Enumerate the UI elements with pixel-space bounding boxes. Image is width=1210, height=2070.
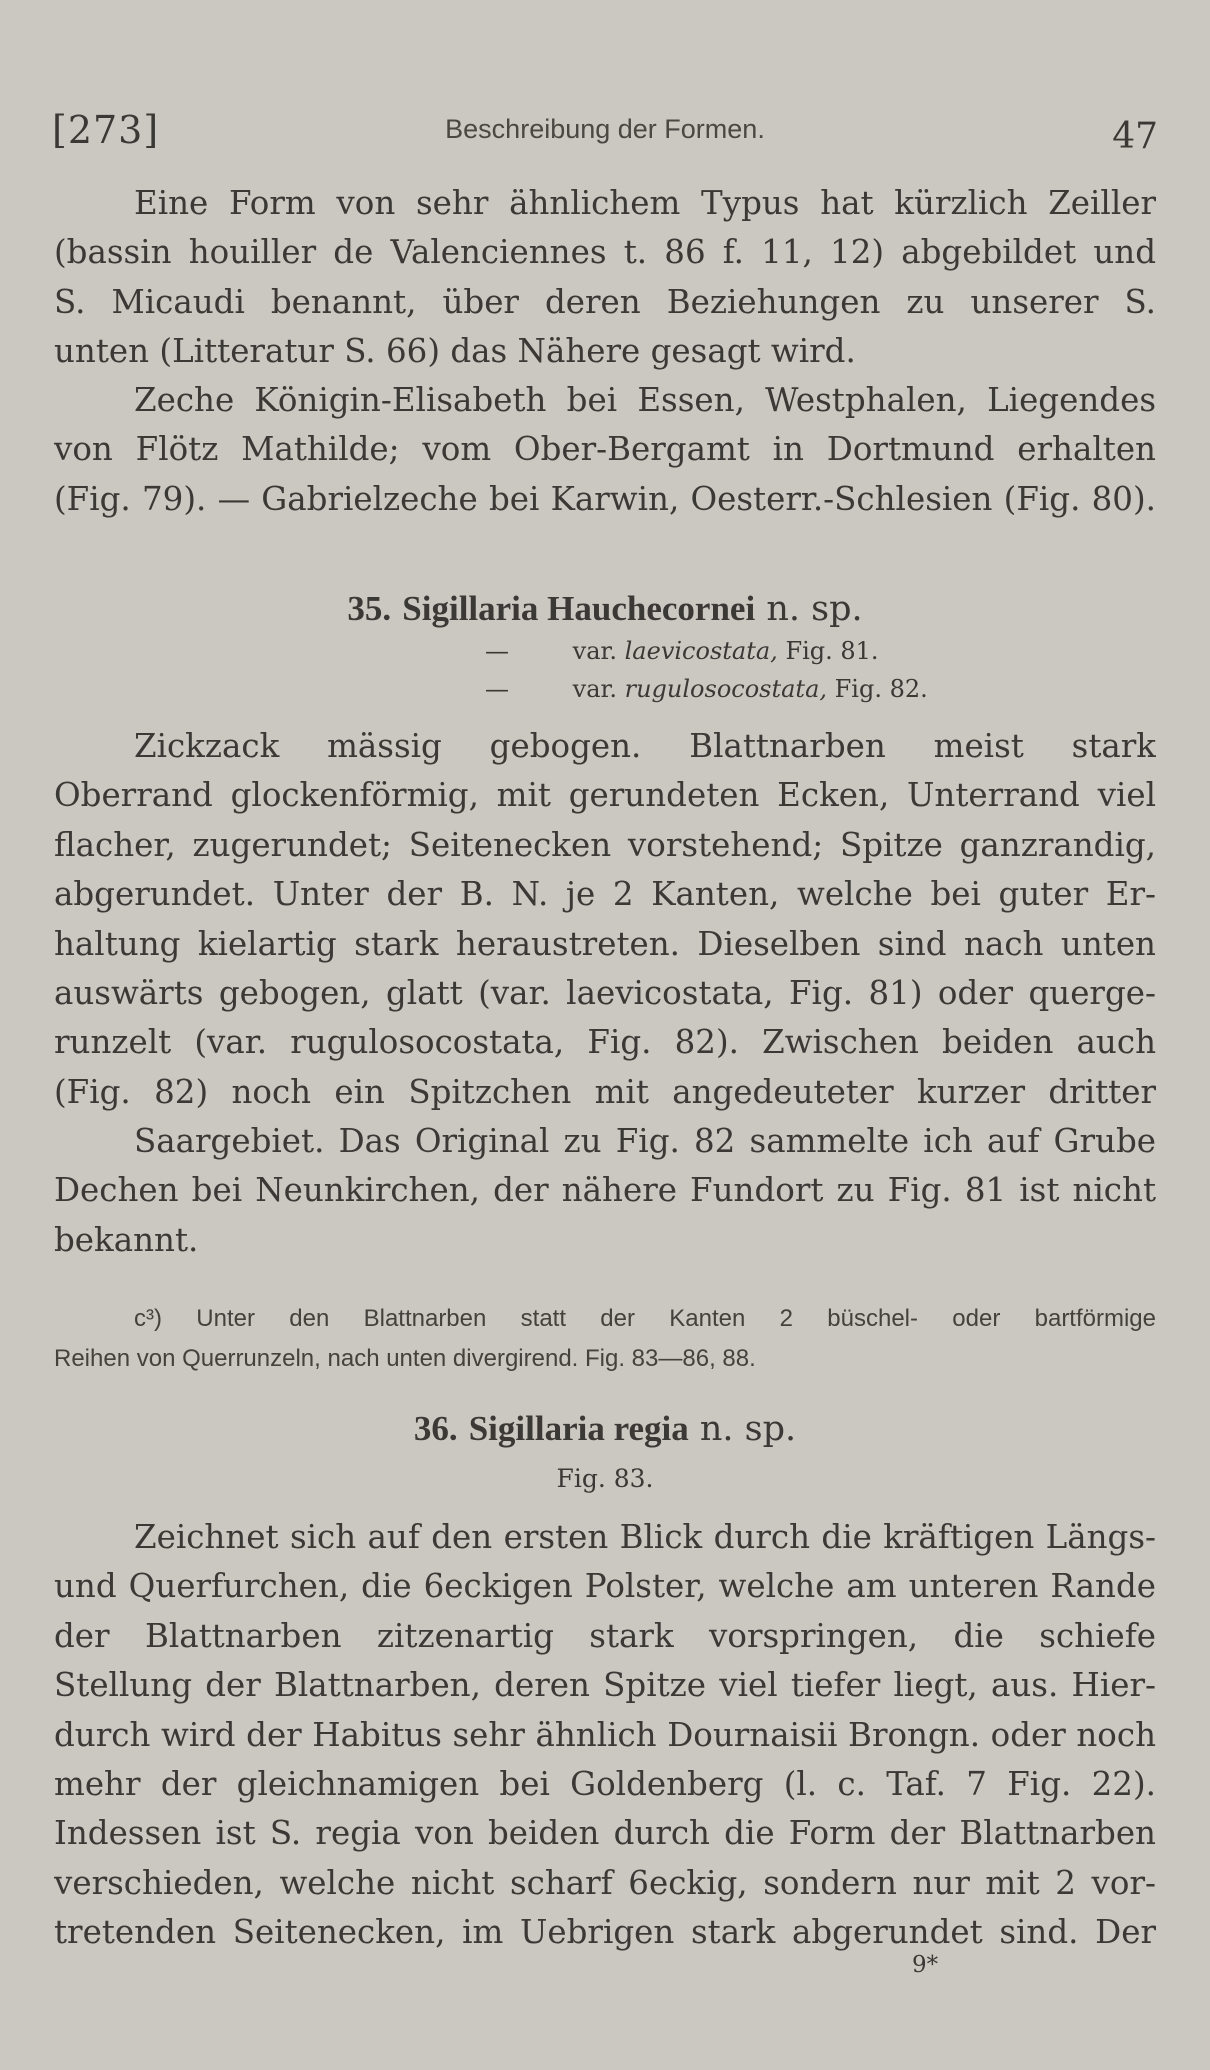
text-line: (Fig. 79). — Gabrielzeche bei Karwin, Oesterr.-Schlesien (Fig. 80). bbox=[54, 479, 1156, 518]
text-line: Saargebiet. Das Original zu Fig. 82 sammelte ich auf Grube bbox=[134, 1122, 1156, 1160]
subgroup-line: c³) Unter den Blattnarben statt der Kanten 2 büschel- oder bartförmige bbox=[134, 1305, 1156, 1332]
text-line: tretenden Seitenecken, im Uebrigen stark abgerundet sind. Der bbox=[54, 1913, 1156, 1952]
text-line: und Querfurchen, die 6eckigen Polster, welche am unteren Rande bbox=[54, 1567, 1156, 1606]
header-title: Beschreibung der Formen. bbox=[445, 114, 765, 144]
text-line: abgerundet. Unter der B. N. je 2 Kanten, welche bei guter Er- bbox=[54, 875, 1156, 914]
text-line: Zeichnet sich auf den ersten Blick durch die kräftigen Längs- bbox=[134, 1518, 1156, 1556]
paragraph-description-36 bbox=[54, 1513, 1156, 1958]
text-line: (bassin houiller de Valenciennes t. 86 f. 11, 12) abgebildet und bbox=[54, 233, 1156, 272]
species-suffix: n. sp. bbox=[699, 1409, 797, 1449]
species-name: Sigillaria regia bbox=[468, 1409, 689, 1448]
text-line: Oberrand glockenförmig, mit gerundeten Ecken, Unterrand viel bbox=[54, 776, 1156, 815]
text-line: Indessen ist S. regia von beiden durch die Form der Blattnarben bbox=[54, 1814, 1156, 1853]
variety-line-1: — var. laevicostata, Fig. 81. bbox=[485, 637, 879, 665]
running-header bbox=[52, 100, 1158, 160]
text-line: unten (Litteratur S. 66) das Nähere gesagt wird. bbox=[54, 332, 856, 371]
text-line: durch wird der Habitus sehr ähnlich Dournaisii Brongn. oder noch bbox=[54, 1715, 1156, 1754]
text-line: S. Micaudi benannt, über deren Beziehungen zu unserer S. bbox=[54, 282, 1156, 321]
species-heading-36 bbox=[0, 1405, 1210, 1453]
paragraph-description-35 bbox=[54, 722, 1156, 1117]
text-line: bekannt. bbox=[54, 1220, 199, 1259]
species-number: 36. bbox=[413, 1409, 458, 1448]
paragraph-zeiller bbox=[54, 179, 1156, 377]
text-line: mehr der gleichnamigen bei Goldenberg (l. c. Taf. 7 Fig. 22). bbox=[54, 1764, 1156, 1803]
page-number: 47 bbox=[1112, 116, 1158, 157]
variety-line-2: — var. rugulosocostata, Fig. 82. bbox=[485, 675, 928, 703]
text-line: runzelt (var. rugulosocostata, Fig. 82). Zwischen beiden auch bbox=[54, 1023, 1156, 1062]
text-line: der Blattnarben zitzenartig stark vorspringen, die schiefe bbox=[54, 1616, 1156, 1655]
species-heading-35 bbox=[0, 585, 1210, 633]
text-line: (Fig. 82) noch ein Spitzchen mit angedeuteter kurzer dritter bbox=[54, 1072, 1156, 1111]
page-bracket-number: [273] bbox=[52, 108, 160, 152]
species-suffix: n. sp. bbox=[766, 589, 863, 629]
species-number: 35. bbox=[347, 589, 392, 628]
text-line: Eine Form von sehr ähnlichem Typus hat kürzlich Zeiller bbox=[134, 184, 1156, 222]
signature-mark: 9* bbox=[912, 1952, 939, 1978]
text-line: Zickzack mässig gebogen. Blattnarben meist stark bbox=[134, 727, 1156, 765]
text-line: verschieden, welche nicht scharf 6eckig, sondern nur mit 2 vor- bbox=[54, 1863, 1156, 1902]
text-line: Dechen bei Neunkirchen, der nähere Fundort zu Fig. 81 ist nicht bbox=[54, 1171, 1156, 1210]
text-line: von Flötz Mathilde; vom Ober-Bergamt in Dortmund erhalten bbox=[54, 430, 1156, 469]
species-figure-ref: Fig. 83. bbox=[556, 1464, 654, 1493]
text-line: auswärts gebogen, glatt (var. laevicostata, Fig. 81) oder querge- bbox=[54, 973, 1156, 1012]
species-name: Sigillaria Hauchecornei bbox=[402, 589, 756, 628]
text-line: haltung kielartig stark heraustreten. Dieselben sind nach unten bbox=[54, 924, 1156, 963]
subgroup-line: Reihen von Querrunzeln, nach unten divergirend. Fig. 83—86, 88. bbox=[54, 1345, 756, 1372]
text-line: flacher, zugerundet; Seitenecken vorstehend; Spitze ganzrandig, bbox=[54, 825, 1156, 864]
paragraph-locality-34 bbox=[54, 376, 1156, 524]
text-line: Stellung der Blattnarben, deren Spitze viel tiefer liegt, aus. Hier- bbox=[54, 1666, 1156, 1705]
paragraph-locality-35 bbox=[54, 1117, 1156, 1265]
text-line: Zeche Königin-Elisabeth bei Essen, Westphalen, Liegendes bbox=[134, 381, 1156, 419]
